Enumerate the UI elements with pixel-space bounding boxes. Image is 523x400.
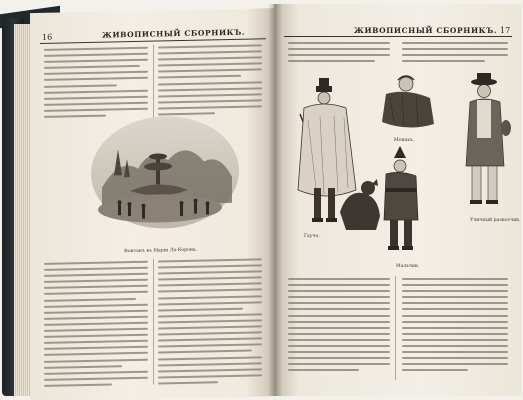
text-column-right-bottom-b [402,278,508,376]
running-head-right: ЖИВОПИСНЫЙ СБОРНИКЪ. [354,26,498,35]
page-number-right: 17 [500,26,511,35]
text-column-left-bottom-b [158,258,262,388]
boy-figure [384,146,418,250]
caption-monk: Монахъ. [394,138,415,143]
text-column-left-top-b [158,44,262,119]
header-rule-right [284,36,512,37]
text-column-right-bottom-a [288,278,390,376]
header-rule-left [40,38,266,44]
page-number-left: 16 [42,32,53,42]
caption-boy: Мальчик. [396,264,420,269]
column-divider-top [153,45,154,125]
column-divider-right [395,276,396,380]
text-column-right-top-a [288,42,390,66]
column-divider-bottom [153,259,154,385]
right-page [274,4,521,396]
left-page [30,8,276,400]
text-column-right-top-b [402,42,508,66]
caption-peddler: Уличный разносчик. [470,218,521,223]
running-head-left: ЖИВОПИСНЫЙ СБОРНИКЪ. [102,27,246,40]
book-gutter [268,4,282,396]
costume-figures-engraving [286,70,516,290]
text-column-left-top-a [44,47,148,122]
monk-figure [382,76,434,128]
fountain-engraving [90,115,240,236]
text-column-left-bottom-a [44,261,148,391]
fountain-caption: Фонтанъ въ Маріи Ла-Корона. [124,247,198,255]
peddler-figure [466,73,511,204]
caption-gaucho: Гаучо. [304,234,320,239]
